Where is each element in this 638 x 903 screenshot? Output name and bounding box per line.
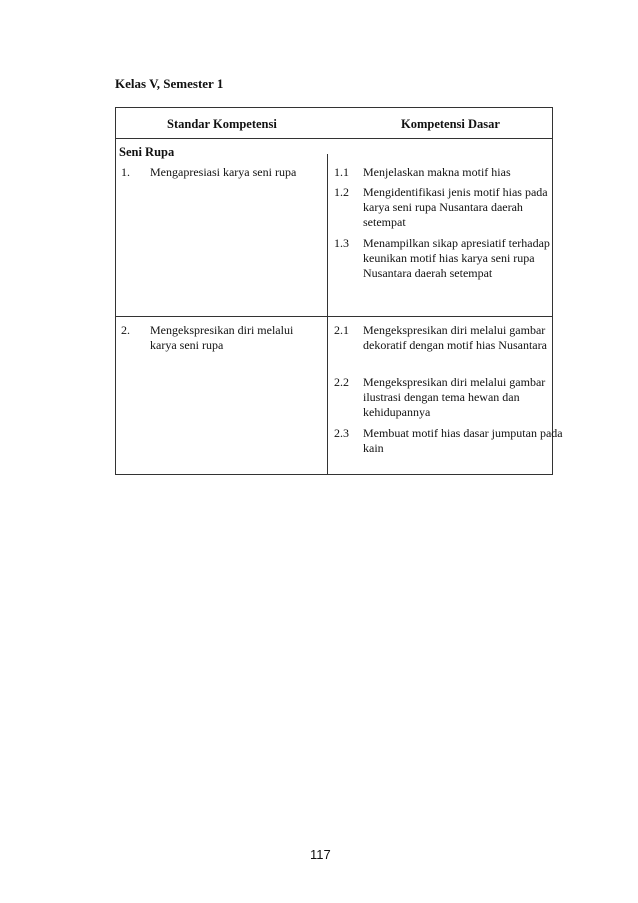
header-divider (116, 138, 552, 139)
item-number: 2.3 (334, 426, 349, 440)
item-number: 2. (121, 323, 130, 337)
item-number: 1.1 (334, 165, 349, 179)
page-title: Kelas V, Semester 1 (115, 76, 224, 91)
item-text: Mengekspresikan diri melalui karya seni rupa (150, 323, 294, 352)
item-text: Mengekspresikan diri melalui gambar dekoratif dengan motif hias Nusantara (363, 323, 547, 352)
item-number: 1.2 (334, 185, 349, 199)
item-text: Mengapresiasi karya seni rupa (150, 165, 297, 179)
item-number: 2.1 (334, 323, 349, 337)
row-divider (116, 316, 552, 317)
item-text: Menampilkan sikap apresiatif terhadap keunikan motif hias karya seni rupa Nusantara daerah setempat (363, 236, 550, 280)
header-standar-kompetensi: Standar Kompetensi (167, 117, 277, 131)
item-text: Mengidentifikasi jenis motif hias pada karya seni rupa Nusantara daerah setempat (363, 185, 548, 229)
item-number: 1. (121, 165, 130, 179)
item-text: Menjelaskan makna motif hias (363, 165, 511, 179)
item-number: 2.2 (334, 375, 349, 389)
item-text: Mengekspresikan diri melalui gambar ilustrasi dengan tema hewan dan kehidupannya (363, 375, 546, 419)
item-text: Membuat motif hias dasar jumputan pada kain (363, 426, 563, 455)
competency-table (115, 107, 563, 475)
section-label: Seni Rupa (119, 145, 175, 159)
item-number: 1.3 (334, 236, 349, 250)
page-number: 117 (310, 847, 331, 862)
column-divider (327, 154, 328, 474)
header-kompetensi-dasar: Kompetensi Dasar (401, 117, 500, 131)
